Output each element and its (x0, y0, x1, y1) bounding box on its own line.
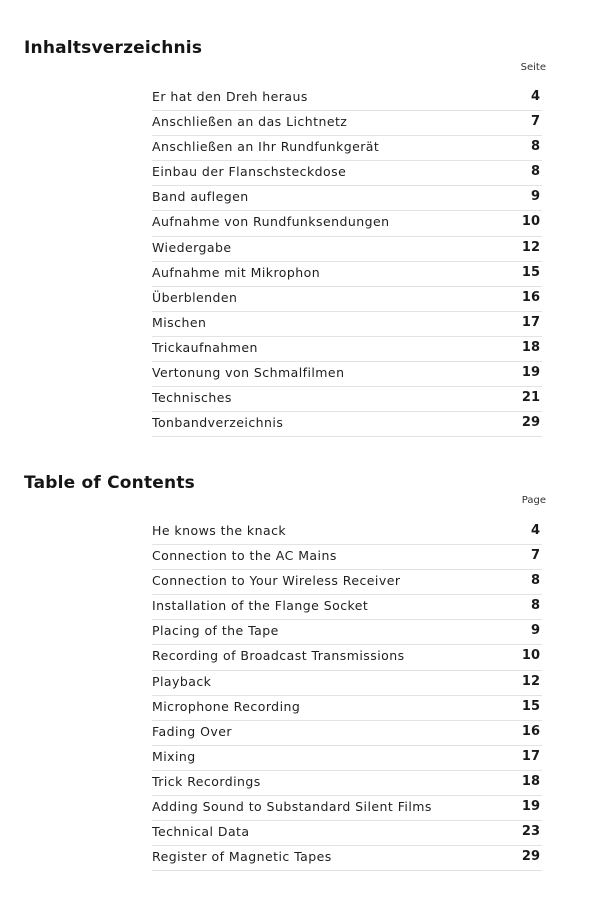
toc-entry (152, 545, 542, 570)
toc-entry (152, 237, 542, 262)
toc-entry (152, 111, 542, 136)
toc-entry-title: Anschließen an das Lichtnetz (152, 114, 348, 130)
toc-entry-page-number: 16 (521, 289, 540, 305)
toc-entry (152, 671, 542, 696)
toc-entry-page-number: 17 (521, 748, 540, 764)
toc-entry-title: Überblenden (152, 289, 238, 305)
toc-entry (152, 645, 542, 670)
toc-entry-page-number: 23 (521, 824, 540, 840)
toc-entry-page-number: 8 (530, 573, 540, 589)
toc-entry-title: Er hat den Dreh heraus (152, 89, 308, 104)
english-page-column-label: Page (521, 495, 546, 506)
toc-entry (152, 746, 542, 771)
toc-entry-page-number: 4 (530, 523, 540, 538)
toc-entry (152, 570, 542, 595)
toc-entry-title: Fading Over (152, 723, 232, 739)
toc-entry-title: Microphone Recording (152, 698, 301, 714)
toc-entry-page-number: 18 (521, 773, 540, 789)
toc-entry-page-number: 8 (530, 598, 540, 614)
toc-entry (152, 412, 542, 437)
toc-entry-page-number: 9 (530, 623, 540, 639)
toc-entry-page-number: 29 (521, 849, 540, 865)
toc-entry-title: Register of Magnetic Tapes (152, 849, 332, 865)
toc-entry-title: Wiedergabe (152, 239, 232, 255)
toc-entry-page-number: 21 (521, 390, 540, 406)
toc-entry-title: Recording of Broadcast Transmissions (152, 648, 405, 664)
toc-entry-title: Connection to the AC Mains (152, 548, 337, 564)
toc-entry-title: Vertonung von Schmalfilmen (152, 365, 345, 381)
toc-entry (152, 696, 542, 721)
toc-entry-page-number: 15 (521, 698, 540, 714)
german-page-column-label: Seite (520, 62, 546, 73)
toc-entry (152, 161, 542, 186)
toc-entry-page-number: 10 (521, 648, 540, 664)
toc-entry-title: Tonbandverzeichnis (152, 415, 284, 431)
toc-entry-page-number: 15 (521, 264, 540, 280)
toc-entry-page-number: 8 (530, 164, 540, 180)
toc-entry (152, 595, 542, 620)
toc-entry-title: Playback (152, 673, 212, 689)
toc-entry (152, 846, 542, 871)
toc-entry-title: Adding Sound to Substandard Silent Films (152, 799, 432, 815)
toc-entry (152, 362, 542, 387)
toc-entry-title: Trick Recordings (152, 773, 261, 789)
toc-entry (152, 520, 542, 545)
toc-entry-page-number: 7 (530, 548, 540, 564)
german-toc-list (152, 86, 542, 437)
toc-entry (152, 312, 542, 337)
toc-entry-page-number: 12 (521, 239, 540, 255)
toc-entry-page-number: 12 (521, 673, 540, 689)
toc-entry (152, 387, 542, 412)
toc-entry-page-number: 18 (521, 339, 540, 355)
toc-entry-title: Anschließen an Ihr Rundfunkgerät (152, 139, 380, 155)
toc-entry-page-number: 4 (530, 89, 540, 104)
toc-entry-page-number: 16 (521, 723, 540, 739)
toc-entry-page-number: 17 (521, 314, 540, 330)
toc-entry (152, 721, 542, 746)
toc-entry-title: Installation of the Flange Socket (152, 598, 369, 614)
english-toc-heading: Table of Contents (24, 473, 195, 493)
toc-entry (152, 262, 542, 287)
toc-entry (152, 821, 542, 846)
toc-entry-title: Einbau der Flanschsteckdose (152, 164, 347, 180)
toc-entry-page-number: 19 (521, 365, 540, 381)
toc-entry-page-number: 9 (530, 189, 540, 205)
toc-entry-title: He knows the knack (152, 523, 287, 538)
toc-entry (152, 337, 542, 362)
toc-entry (152, 771, 542, 796)
toc-entry-title: Connection to Your Wireless Receiver (152, 573, 401, 589)
toc-entry (152, 287, 542, 312)
toc-entry-title: Mischen (152, 314, 207, 330)
toc-entry-page-number: 7 (530, 114, 540, 130)
toc-entry-title: Aufnahme mit Mikrophon (152, 264, 321, 280)
toc-entry-title: Placing of the Tape (152, 623, 279, 639)
toc-entry (152, 796, 542, 821)
toc-entry-page-number: 19 (521, 799, 540, 815)
toc-entry-page-number: 10 (521, 214, 540, 230)
toc-entry (152, 86, 542, 111)
toc-entry (152, 136, 542, 161)
toc-entry (152, 211, 542, 236)
toc-entry (152, 186, 542, 211)
toc-entry-title: Band auflegen (152, 189, 249, 205)
toc-entry-title: Trickaufnahmen (152, 339, 258, 355)
toc-entry-title: Technical Data (152, 824, 250, 840)
german-toc-heading: Inhaltsverzeichnis (24, 38, 203, 58)
toc-entry-title: Technisches (152, 390, 232, 406)
toc-entry (152, 620, 542, 645)
toc-entry-title: Aufnahme von Rundfunksendungen (152, 214, 390, 230)
toc-entry-title: Mixing (152, 748, 196, 764)
toc-entry-page-number: 8 (530, 139, 540, 155)
english-toc-list (152, 520, 542, 871)
toc-entry-page-number: 29 (521, 415, 540, 431)
